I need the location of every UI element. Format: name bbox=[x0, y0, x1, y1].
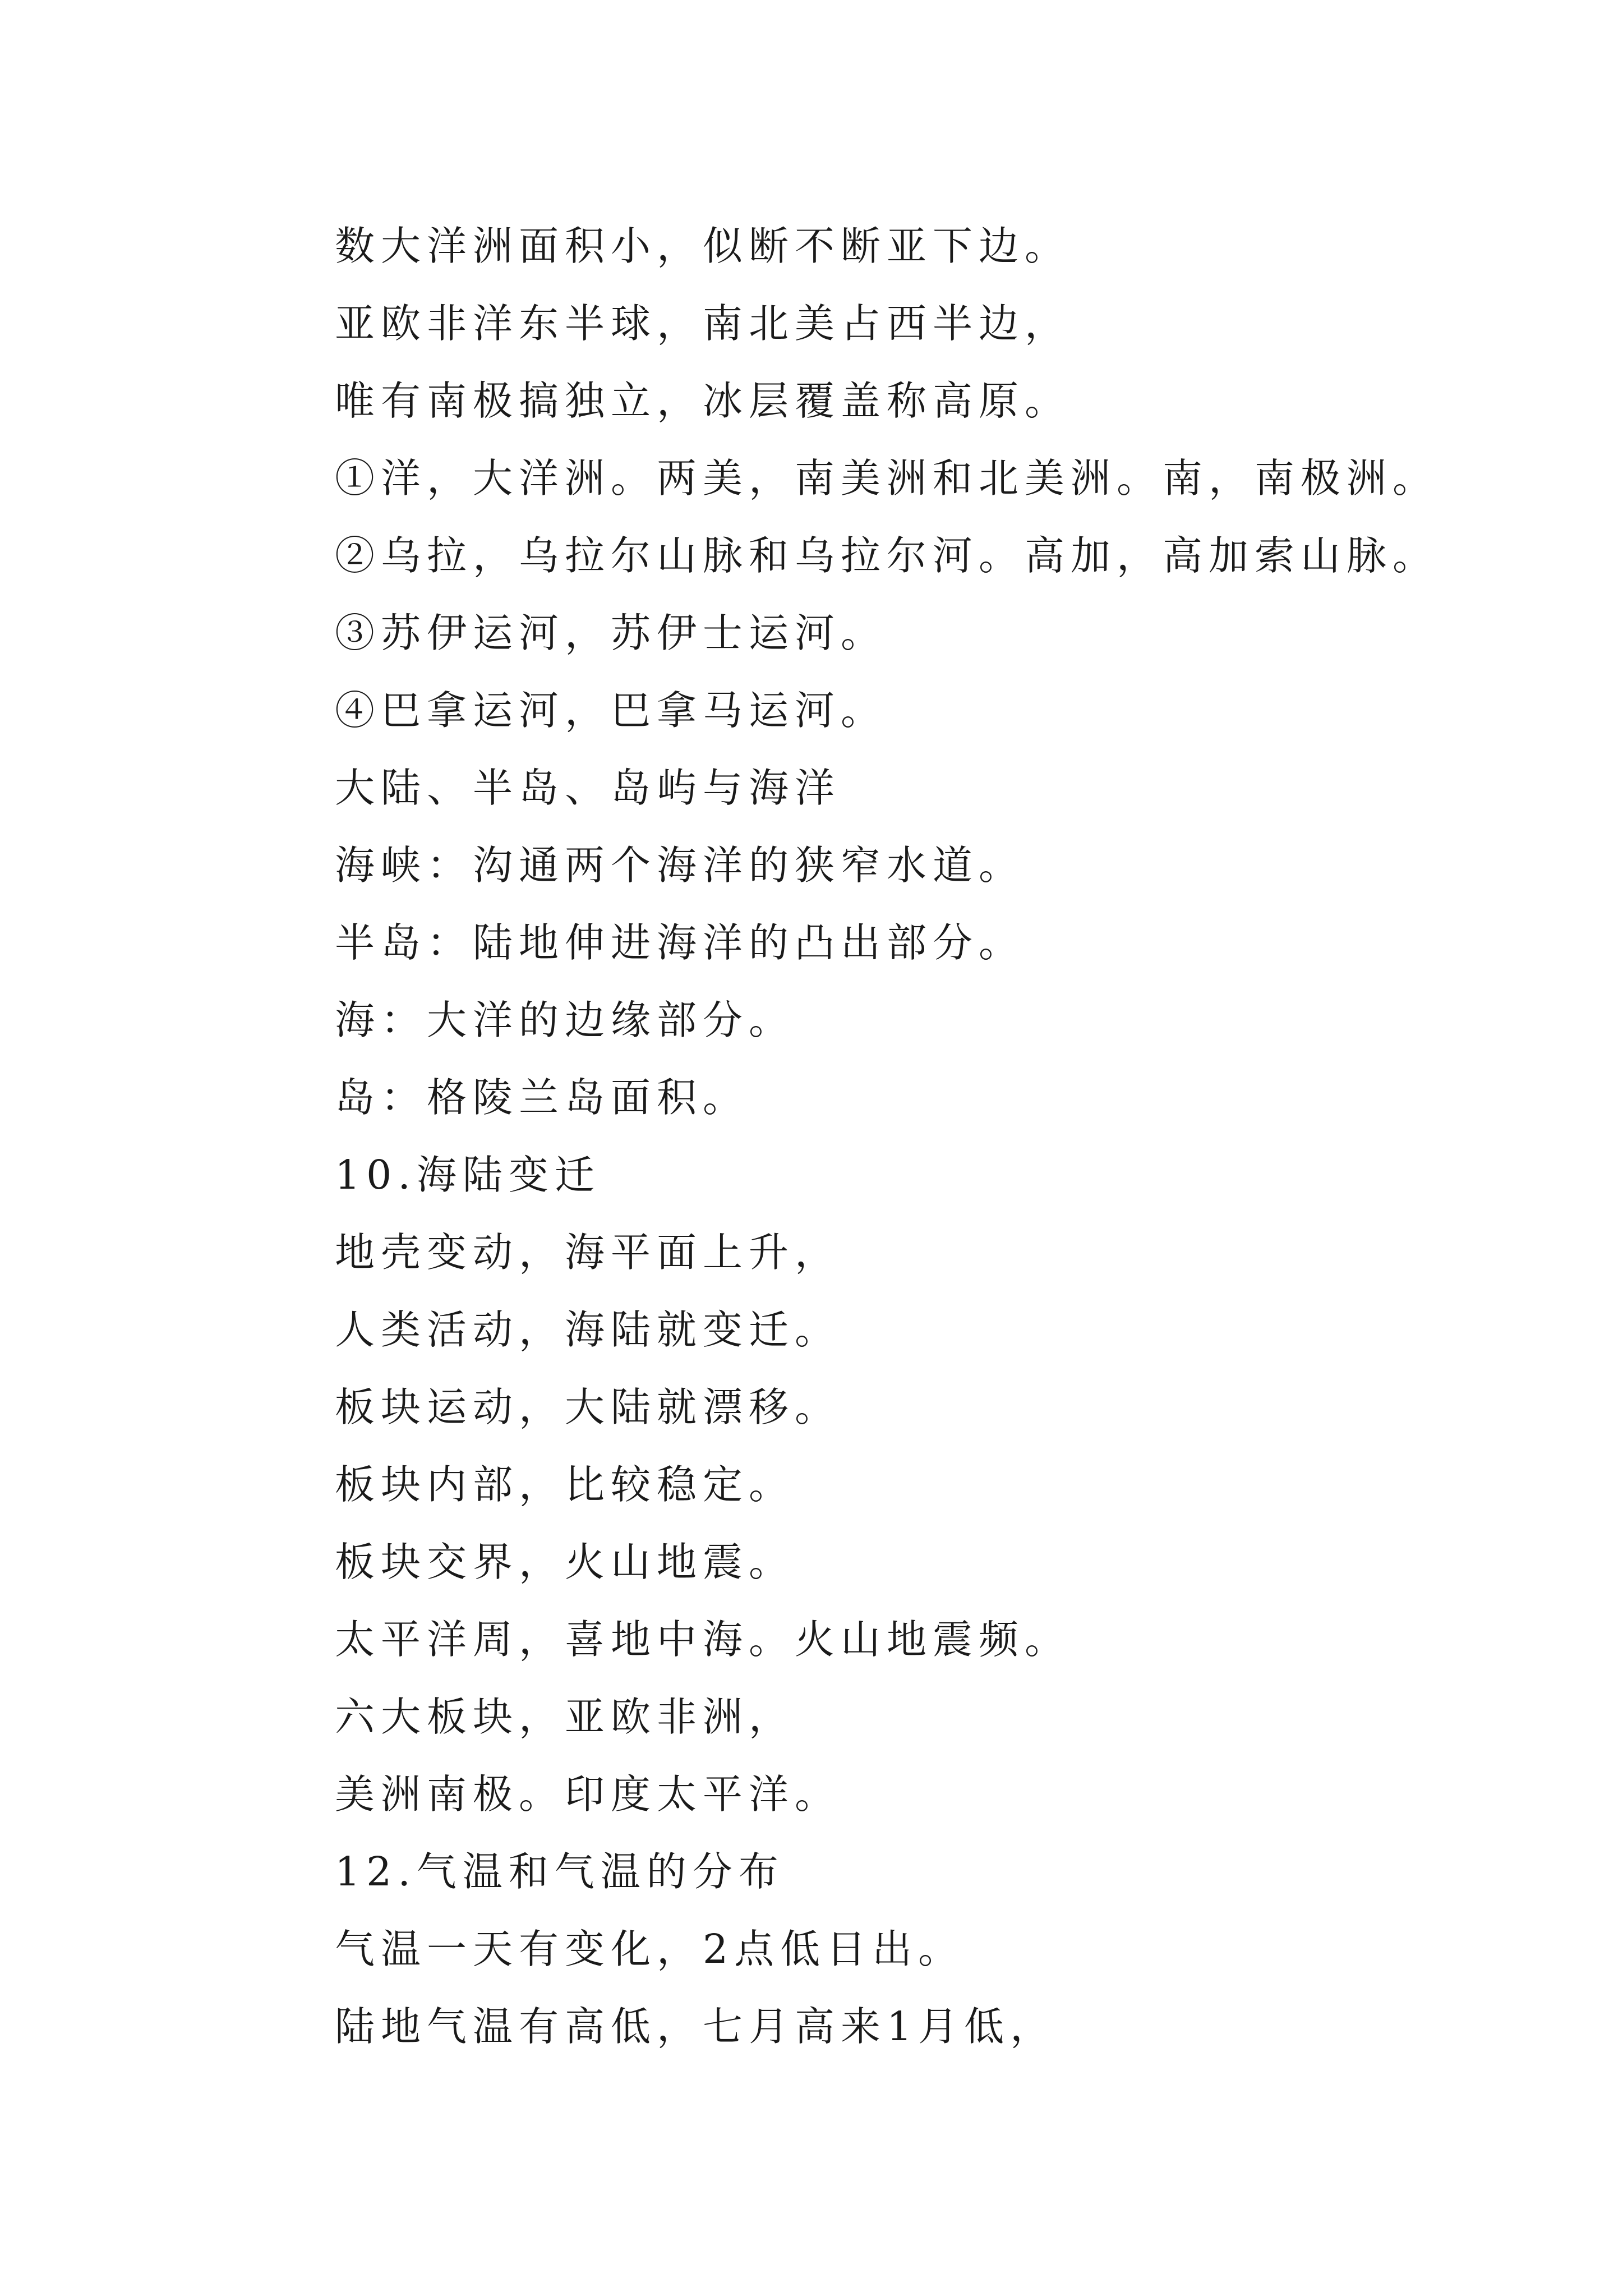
text-line: ③苏伊运河，苏伊士运河。 bbox=[335, 610, 887, 656]
text-line: 海：大洋的边缘部分。 bbox=[335, 997, 795, 1043]
text-line: 海峡：沟通两个海洋的狭窄水道。 bbox=[335, 842, 1025, 889]
text-line: 半岛：陆地伸进海洋的凸出部分。 bbox=[335, 919, 1025, 966]
text-line: 岛：格陵兰岛面积。 bbox=[335, 1074, 749, 1121]
section-heading: 10.海陆变迁 bbox=[335, 1152, 601, 1198]
document-body bbox=[335, 208, 1513, 2065]
text-line: ①洋，大洋洲。两美，南美洲和北美洲。南，南极洲。 bbox=[335, 455, 1439, 501]
text-line: 地壳变动，海平面上升， bbox=[335, 1229, 841, 1276]
text-line: 气温一天有变化，2点低日出。 bbox=[335, 1926, 965, 1972]
text-line: 六大板块，亚欧非洲， bbox=[335, 1694, 795, 1740]
text-line: 数大洋洲面积小，似断不断亚下边。 bbox=[335, 223, 1071, 269]
text-line: 唯有南极搞独立，冰层覆盖称高原。 bbox=[335, 378, 1071, 424]
text-line: 板块内部，比较稳定。 bbox=[335, 1461, 795, 1508]
text-line: ④巴拿运河，巴拿马运河。 bbox=[335, 687, 887, 734]
text-line: 美洲南极。印度太平洋。 bbox=[335, 1771, 841, 1818]
text-line: 板块交界，火山地震。 bbox=[335, 1539, 795, 1585]
section-heading: 12.气温和气温的分布 bbox=[335, 1848, 785, 1895]
text-line: 板块运动，大陆就漂移。 bbox=[335, 1384, 841, 1430]
text-line: 陆地气温有高低，七月高来1月低， bbox=[335, 2003, 1057, 2050]
section-heading: 大陆、半岛、岛屿与海洋 bbox=[335, 765, 841, 811]
text-line: 太平洋周，喜地中海。火山地震频。 bbox=[335, 1616, 1071, 1663]
text-line: 亚欧非洋东半球，南北美占西半边， bbox=[335, 300, 1071, 347]
text-line: ②乌拉，乌拉尔山脉和乌拉尔河。高加，高加索山脉。 bbox=[335, 532, 1439, 579]
text-line: 人类活动，海陆就变迁。 bbox=[335, 1306, 841, 1353]
